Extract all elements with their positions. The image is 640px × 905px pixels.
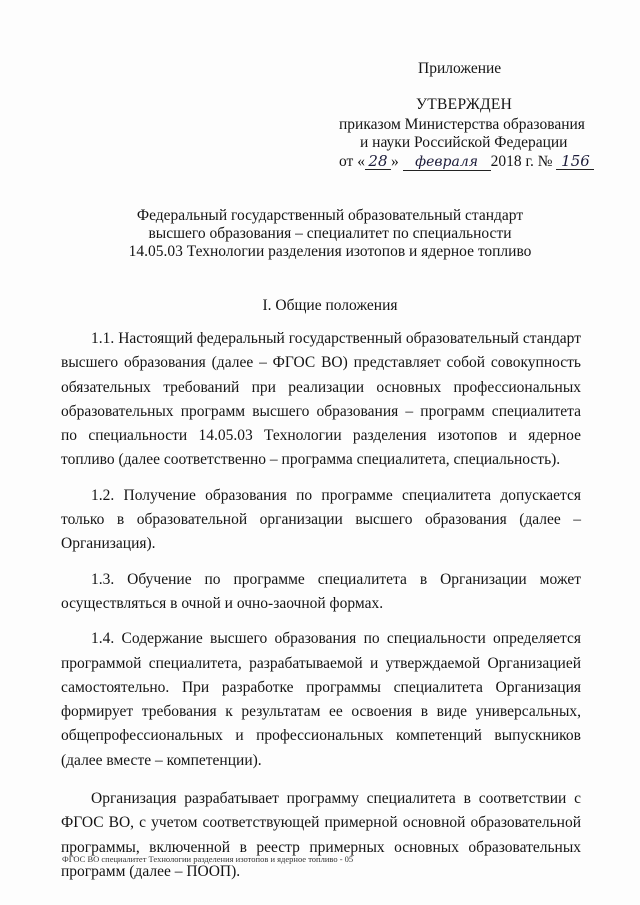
section-heading: I. Общие положения [262,297,398,314]
title-line-3: 14.05.03 Технологии разделения изотопов и ядерное топливо [128,243,532,260]
order-line-2: и науки Российской Федерации [360,134,568,151]
order-date-line [339,153,594,171]
paragraph-organization: Организация разрабатывает программу специалитета в соответствии с ФГОС ВО, с учетом соответствующей примерной основной образовательной программы, включенной в реестр примерных основных образовательных программ (далее – ПООП). [61,790,581,880]
paragraph-1-4: 1.4. Содержание высшего образования по специальности определяется программой специалитета, разрабатываемой и утверждаемой Организацией самостоятельно. При разработке программы специалитета Организация формирует требования к результатам ее освоения в виде универсальных, общепрофессиональных и профессиональных компетенций выпускников (далее вместе – компетенции). [61,630,581,769]
handwritten-order-number: 156 [556,154,594,170]
date-mid: » [390,153,399,170]
paragraph-1-3: 1.3. Обучение по программе специалитета в Организации может осуществляться в очной и очно-заочной формах. [61,570,581,612]
paragraph-1-1: 1.1. Настоящий федеральный государственный образовательный стандарт высшего образования (далее – ФГОС ВО) представляет собой совокупность обязательных требований при реализации основных профессиональных образовательных программ высшего образования – программ специалитета по специальности 14.05.03 Технологии разделения изотопов и ядерное топливо (далее соответственно – программа специалитета, специальность). [61,330,581,469]
order-line-1: приказом Министерства образования [339,116,585,133]
date-year: 2018 г. № [490,153,553,170]
handwritten-month: февраля [403,155,491,171]
date-prefix: от « [339,153,365,170]
appendix-label: Приложение [418,60,502,77]
page-footer: ФГОС ВО специалитет Технологии разделения изотопов и ядерное топливо - 05 [62,854,354,864]
handwritten-day: 28 [365,154,391,170]
title-line-2: высшего образования – специалитет по специальности [148,225,512,242]
title-line-1: Федеральный государственный образовательный стандарт [136,207,524,224]
approved-stamp-text: УТВЕРЖДЕН [416,96,513,113]
body-text [61,327,581,884]
paragraph-1-2: 1.2. Получение образования по программе специалитета допускается только в образовательной организации высшего образования (далее – Организация). [61,486,581,553]
standard-title [80,207,580,261]
